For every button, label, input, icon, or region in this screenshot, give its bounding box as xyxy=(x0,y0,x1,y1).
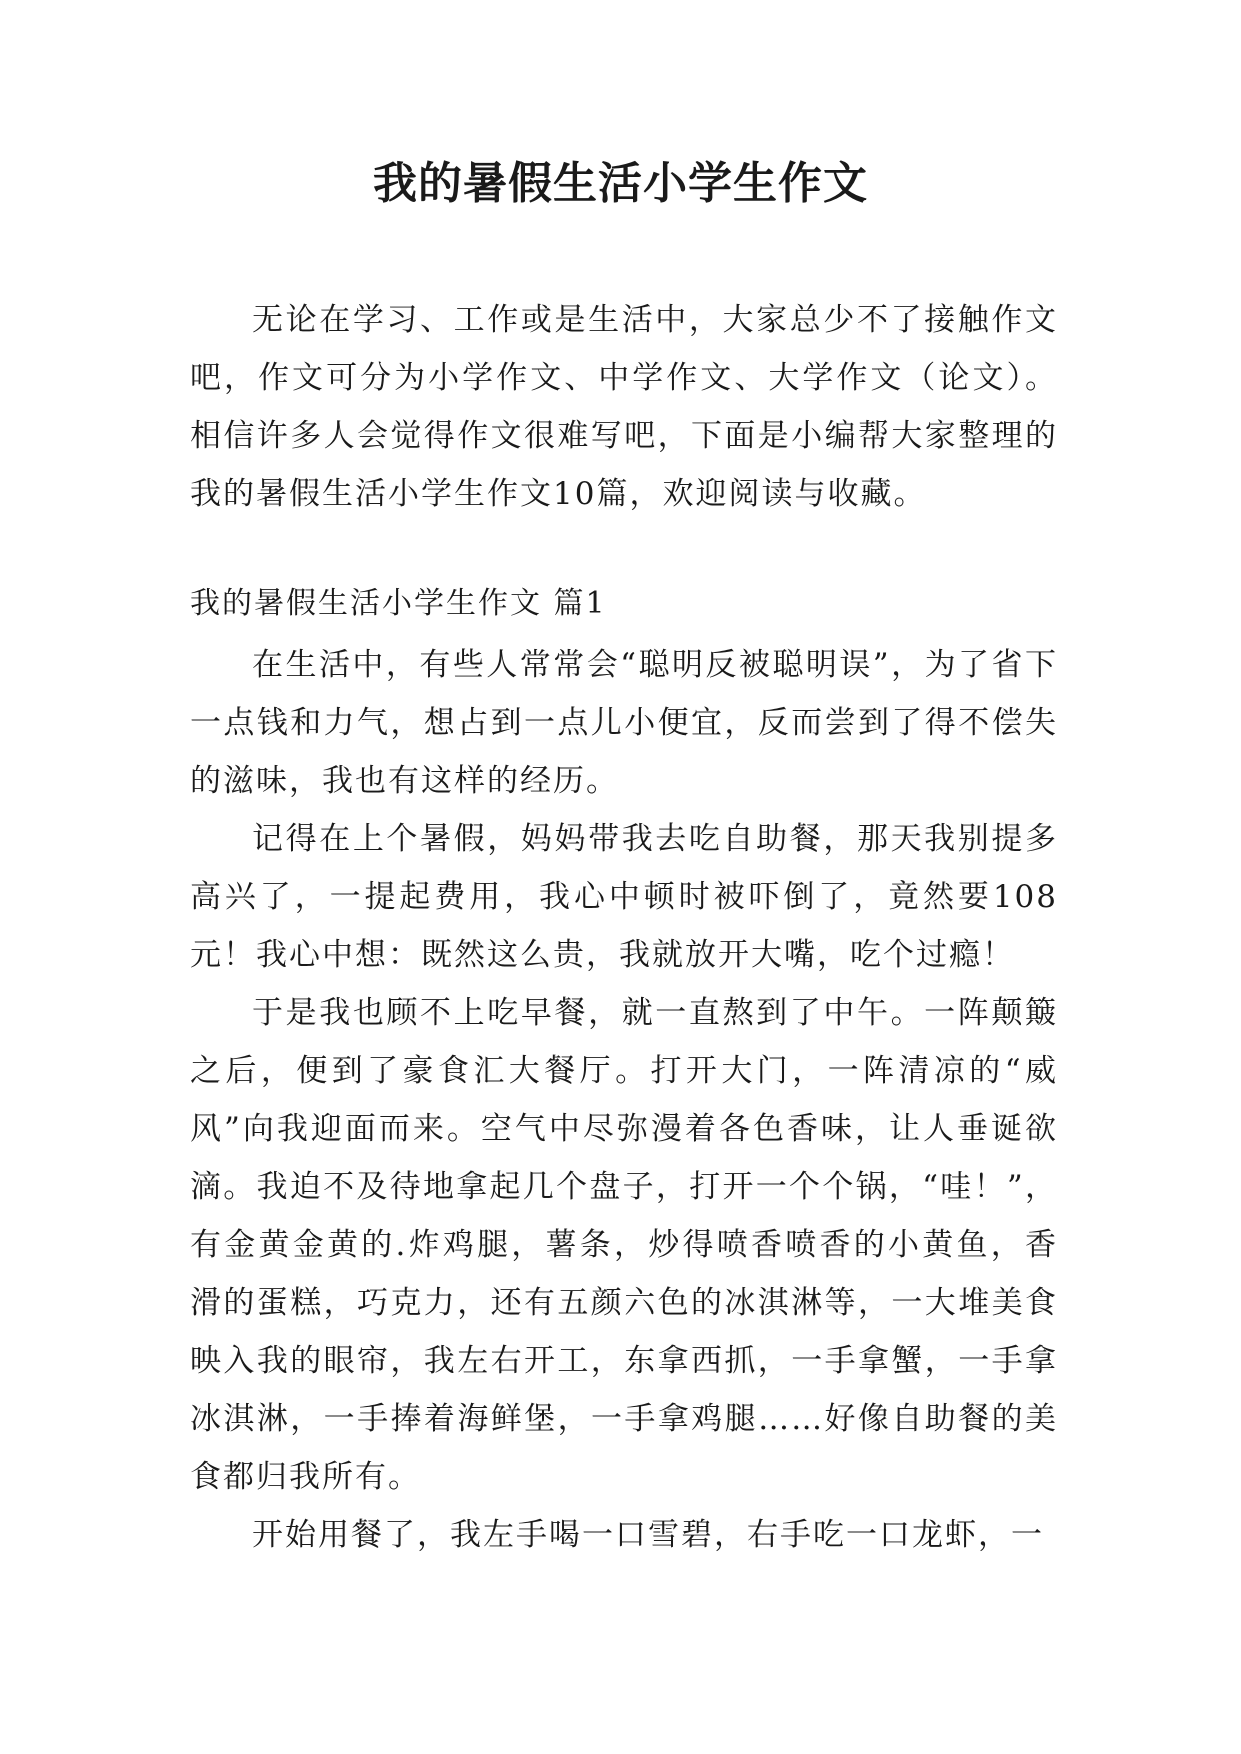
document-title: 我的暑假生活小学生作文 xyxy=(373,158,868,209)
intro-text: 无论在学习、工作或是生活中，大家总少不了接触作文吧，作文可分为小学作文、中学作文、大学作文（论文）。相信许多人会觉得作文很难写吧，下面是小编帮大家整理的我的暑假生活小学生作文10篇，欢迎阅读与收藏。 xyxy=(190,302,1058,512)
essay-body xyxy=(190,636,1058,1564)
essay-paragraph-3: 于是我也顾不上吃早餐，就一直熬到了中午。一阵颠簸之后，便到了豪食汇大餐厅。打开大门，一阵清凉的“威风”向我迎面而来。空气中尽弥漫着各色香味，让人垂诞欲滴。我迫不及待地拿起几个盘子，打开一个个锅，“哇！”，有金黄金黄的.炸鸡腿，薯条，炒得喷香喷香的小黄鱼，香滑的蛋糕，巧克力，还有五颜六色的冰淇淋等，一大堆美食映入我的眼帘，我左右开工，东拿西抓，一手拿蟹，一手拿冰淇淋，一手捧着海鲜堡，一手拿鸡腿……好像自助餐的美食都归我所有。 xyxy=(190,995,1058,1495)
section-heading: 我的暑假生活小学生作文 篇1 xyxy=(190,586,607,621)
intro-paragraph xyxy=(190,291,1058,523)
essay-paragraph-4: 开始用餐了，我左手喝一口雪碧，右手吃一口龙虾，一 xyxy=(252,1517,1044,1553)
essay-paragraph-2: 记得在上个暑假，妈妈带我去吃自助餐，那天我别提多高兴了，一提起费用，我心中顿时被吓倒了，竟然要108元！我心中想：既然这么贵，我就放开大嘴，吃个过瘾！ xyxy=(190,821,1058,973)
essay-paragraph-1: 在生活中，有些人常常会“聪明反被聪明误”，为了省下一点钱和力气，想占到一点儿小便宜，反而尝到了得不偿失的滋味，我也有这样的经历。 xyxy=(190,647,1058,799)
